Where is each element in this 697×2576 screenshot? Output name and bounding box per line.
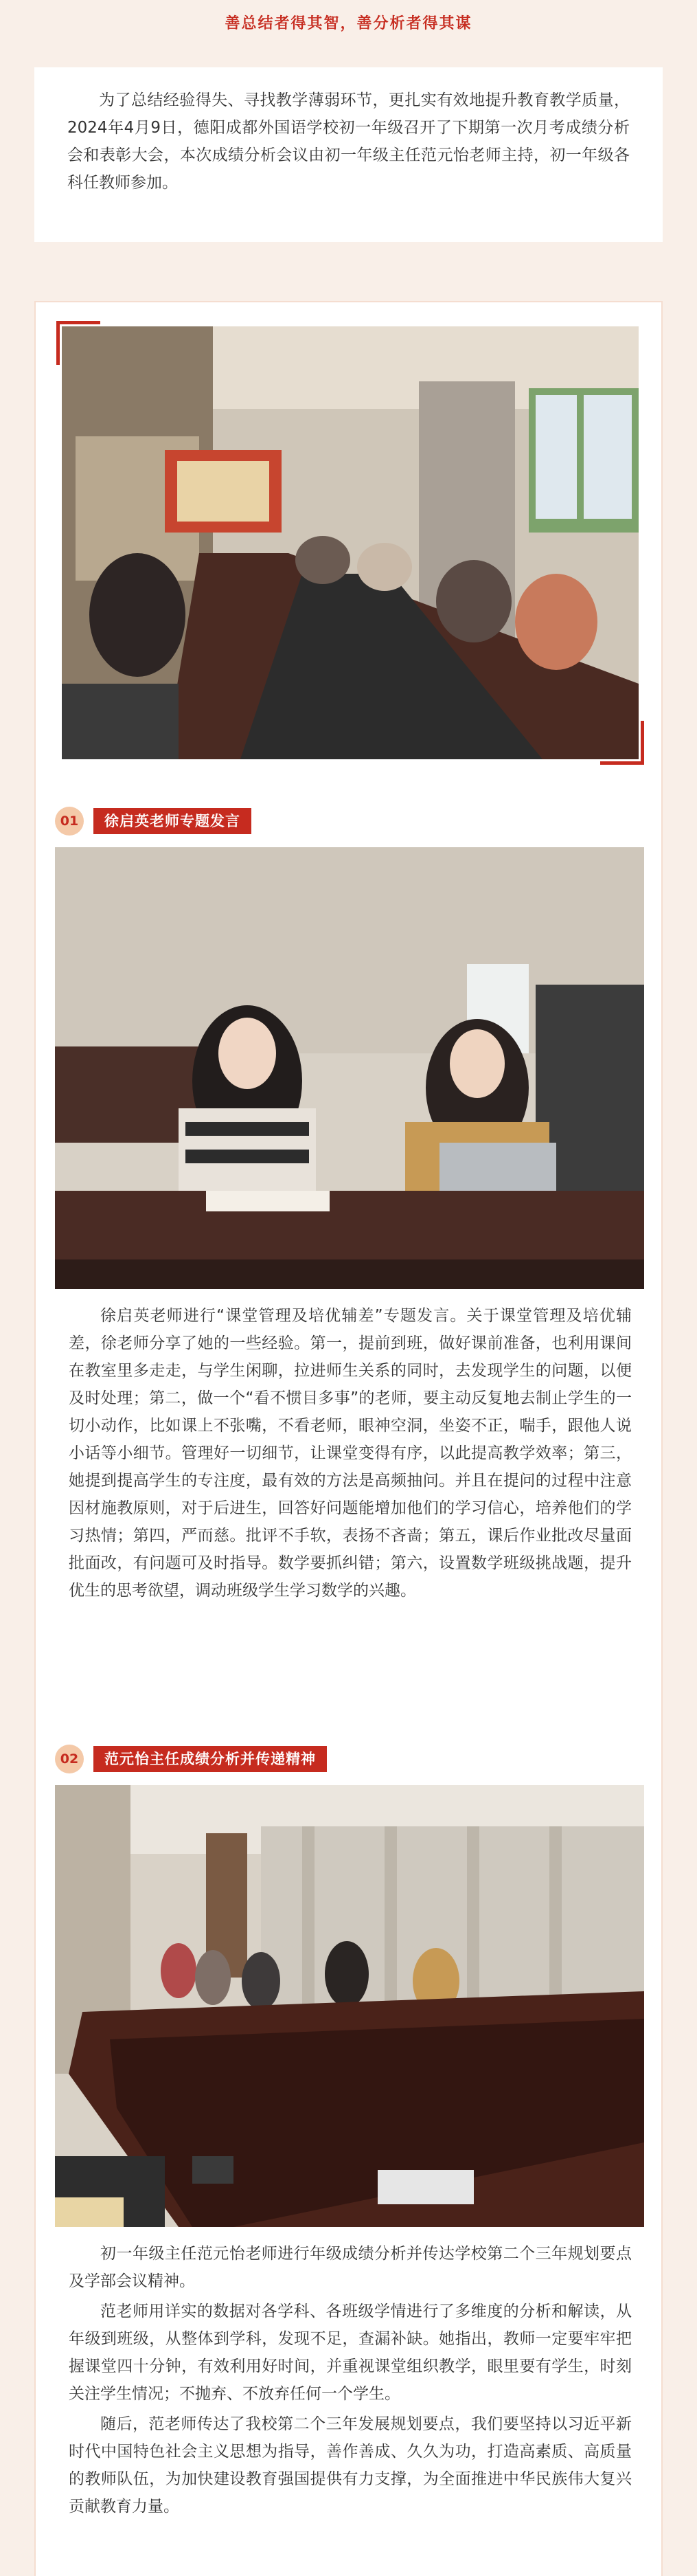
frame-corner-bottom-right [600, 721, 644, 765]
speaker-photo [55, 847, 644, 1289]
section-1-number: 01 [55, 807, 84, 836]
section-2-paragraph-1: 初一年级主任范元怡老师进行年级成绩分析并传达学校第二个三年规划要点及学部会议精神。 [69, 2245, 632, 2290]
intro-paragraph: 为了总结经验得失、寻找教学薄弱环节，更扎实有效地提升教育教学质量，2024年4月9日，德阳成都外国语学校初一年级召开了下期第一次月考成绩分析会和表彰大会，本次成绩分析会议由初一年级主任范元怡老师主持，初一年级各科任教师参加。 [67, 91, 630, 192]
section-1-title: 徐启英老师专题发言 [93, 808, 251, 834]
content-card [34, 301, 663, 2576]
conference-photo [55, 1785, 644, 2227]
section-2-paragraph-2: 范老师用详实的数据对各学科、各班级学情进行了多维度的分析和解读，从年级到班级，从整体到学科，发现不足，查漏补缺。她指出，教师一定要牢牢把握课堂四十分钟，有效利用好时间，并重视课堂组织教学，眼里要有学生，时刻关注学生情况；不抛弃、不放弃任何一个学生。 [69, 2303, 632, 2403]
intro-card [34, 67, 663, 242]
section-2-number: 02 [55, 1745, 84, 1773]
section-1-header [55, 807, 251, 835]
section-2-paragraph-3: 随后，范老师传达了我校第二个三年发展规划要点，我们要坚持以习近平新时代中国特色社会主义思想为指导，善作善成、久久为功，打造高素质、高质量的教师队伍，为加快建设教育强国提供有力支撑，为全面推进中华民族伟大复兴贡献教育力量。 [69, 2415, 632, 2516]
section-1-paragraph: 徐启英老师进行“课堂管理及培优辅差”专题发言。关于课堂管理及培优辅差，徐老师分享了她的一些经验。第一，提前到班，做好课前准备，也利用课间在教室里多走走，与学生闲聊，拉进师生关系的同时，去发现学生的问题，以便及时处理；第二，做一个“看不惯目多事”的老师，要主动反复地去制止学生的一切小动作，比如课上不张嘴，不看老师，眼神空洞，坐姿不正，喘手，跟他人说小话等小细节。管理好一切细节，让课堂变得有序，以此提高教学效率；第三，她提到提高学生的专注度，最有效的方法是高频抽问。并且在提问的过程中注意因材施教原则，对于后进生，回答好问题能增加他们的学习信心，培养他们的学习热情；第四，严而慈。批评不手软，表扬不吝啬；第五，课后作业批改尽量面批面改，有问题可及时指导。数学要抓纠错；第六，设置数学班级挑战题，提升优生的思考欲望，调动班级学生学习数学的兴趣。 [69, 1307, 632, 1600]
section-2-header [55, 1745, 327, 1773]
page-title: 善总结者得其智，善分析者得其谋 [225, 15, 472, 32]
meeting-room-photo [62, 326, 639, 759]
section-2-title: 范元怡主任成绩分析并传递精神 [93, 1746, 327, 1772]
section-2-body [69, 2240, 632, 2520]
section-1-body [69, 1302, 632, 1604]
frame-corner-top-left [56, 321, 100, 365]
